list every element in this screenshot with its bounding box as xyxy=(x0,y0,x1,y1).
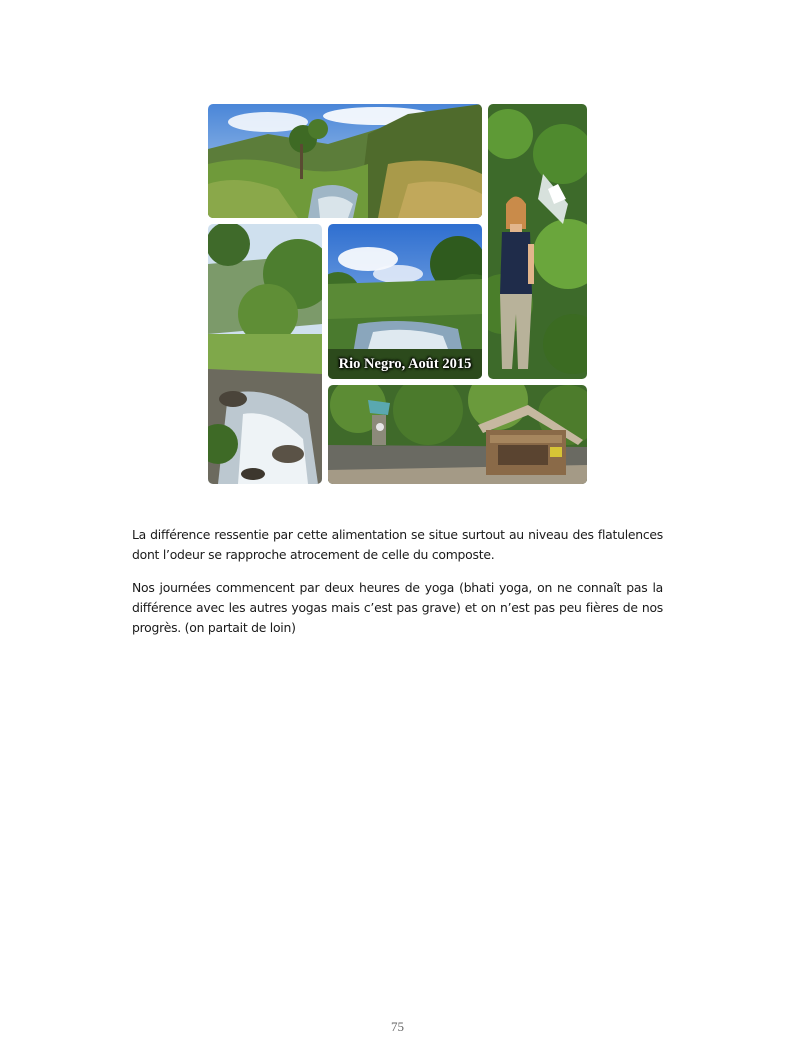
page-number: 75 xyxy=(391,1019,404,1034)
river-valley-photo xyxy=(208,104,482,218)
woman-portrait-photo xyxy=(488,104,587,379)
body-paragraph: Nos journées commencent par deux heures de yoga (bhati yoga, on ne connaît pas la différence avec les autres yogas mais c’est pas grave) et on n’est pas peu fières de nos progrès. (on partait de loin) xyxy=(132,580,663,635)
wooden-hut-photo xyxy=(328,385,587,484)
river-rapids-photo xyxy=(208,224,322,484)
river-sky-photo xyxy=(328,224,482,379)
body-paragraph: La différence ressentie par cette alimentation se situe surtout au niveau des flatulences dont l’odeur se rapproche atrocement de celle du composte. xyxy=(132,527,663,562)
collage-caption: Rio Negro, Août 2015 xyxy=(338,356,472,372)
